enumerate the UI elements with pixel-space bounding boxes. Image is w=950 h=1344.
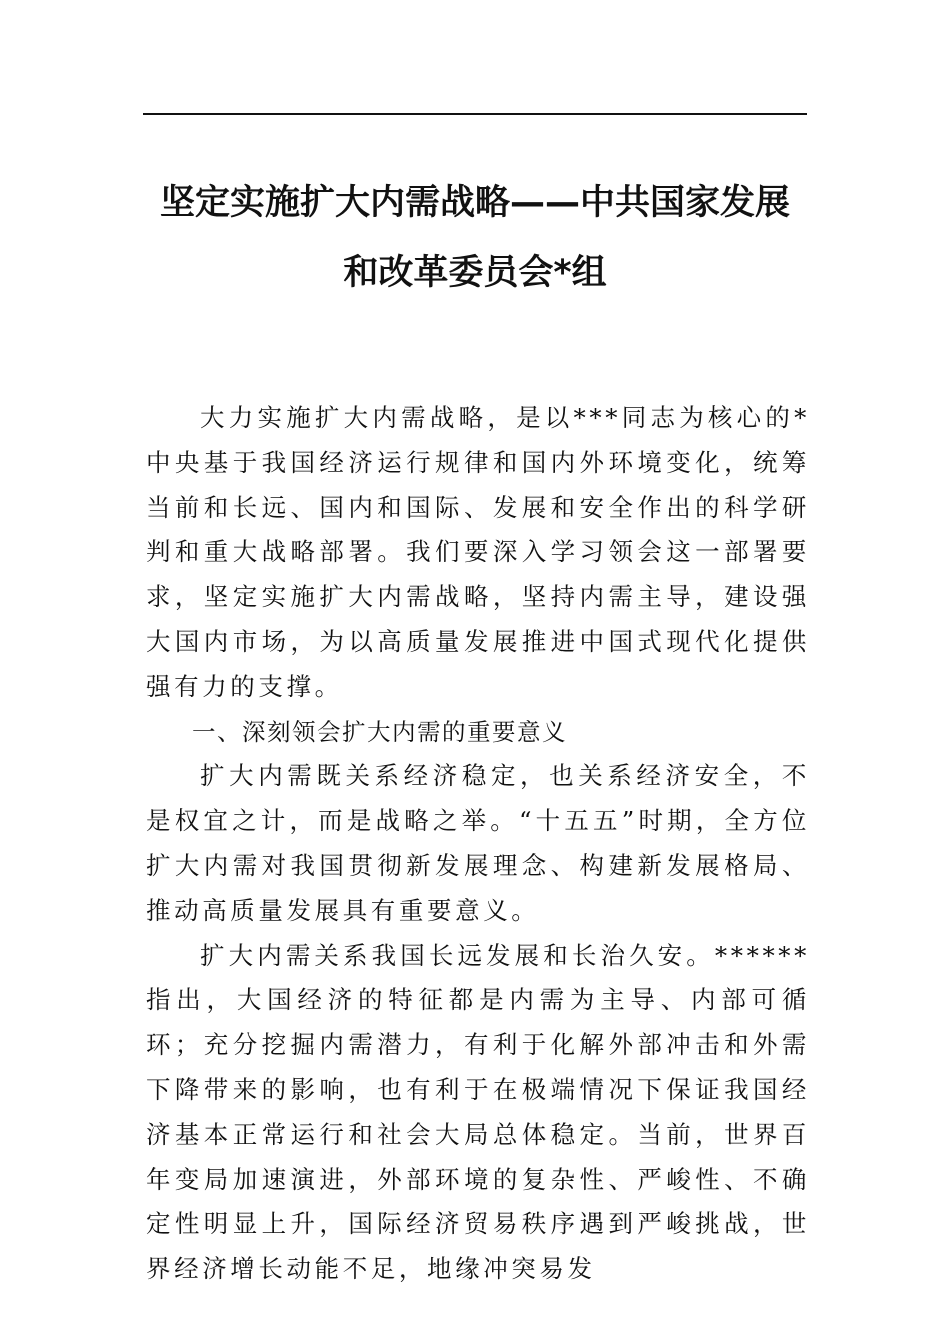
section-heading: 一、深刻领会扩大内需的重要意义 [192, 717, 567, 746]
title-line-2: 和改革委员会*组 [343, 253, 607, 293]
title-line-1: 坚定实施扩大内需战略——中共国家发展 [159, 183, 790, 223]
header-rule [143, 113, 807, 115]
document-body [146, 396, 810, 1292]
intro-paragraph: 大力实施扩大内需战略，是以***同志为核心的*中央基于我国经济运行规律和国内外环境变化，统筹当前和长远、国内和国际、发展和安全作出的科学研判和重大战略部署。我们要深入学习领会这一部署要求，坚定实施扩大内需战略，坚持内需主导，建设强大国内市场，为以高质量发展推进中国式现代化提供强有力的支撑。 [146, 403, 810, 701]
document-title [143, 168, 807, 308]
section-paragraph-1: 扩大内需既关系经济稳定，也关系经济安全，不是权宜之计，而是战略之举。“十五五”时期，全方位扩大内需对我国贯彻新发展理念、构建新发展格局、推动高质量发展具有重要意义。 [146, 761, 810, 925]
section-paragraph-2: 扩大内需关系我国长远发展和长治久安。******指出，大国经济的特征都是内需为主导、内部可循环；充分挖掘内需潜力，有利于化解外部冲击和外需下降带来的影响，也有利于在极端情况下保证我国经济基本正常运行和社会大局总体稳定。当前，世界百年变局加速演进，外部环境的复杂性、严峻性、不确定性明显上升，国际经济贸易秩序遇到严峻挑战，世界经济增长动能不足，地缘冲突易发 [146, 940, 810, 1284]
